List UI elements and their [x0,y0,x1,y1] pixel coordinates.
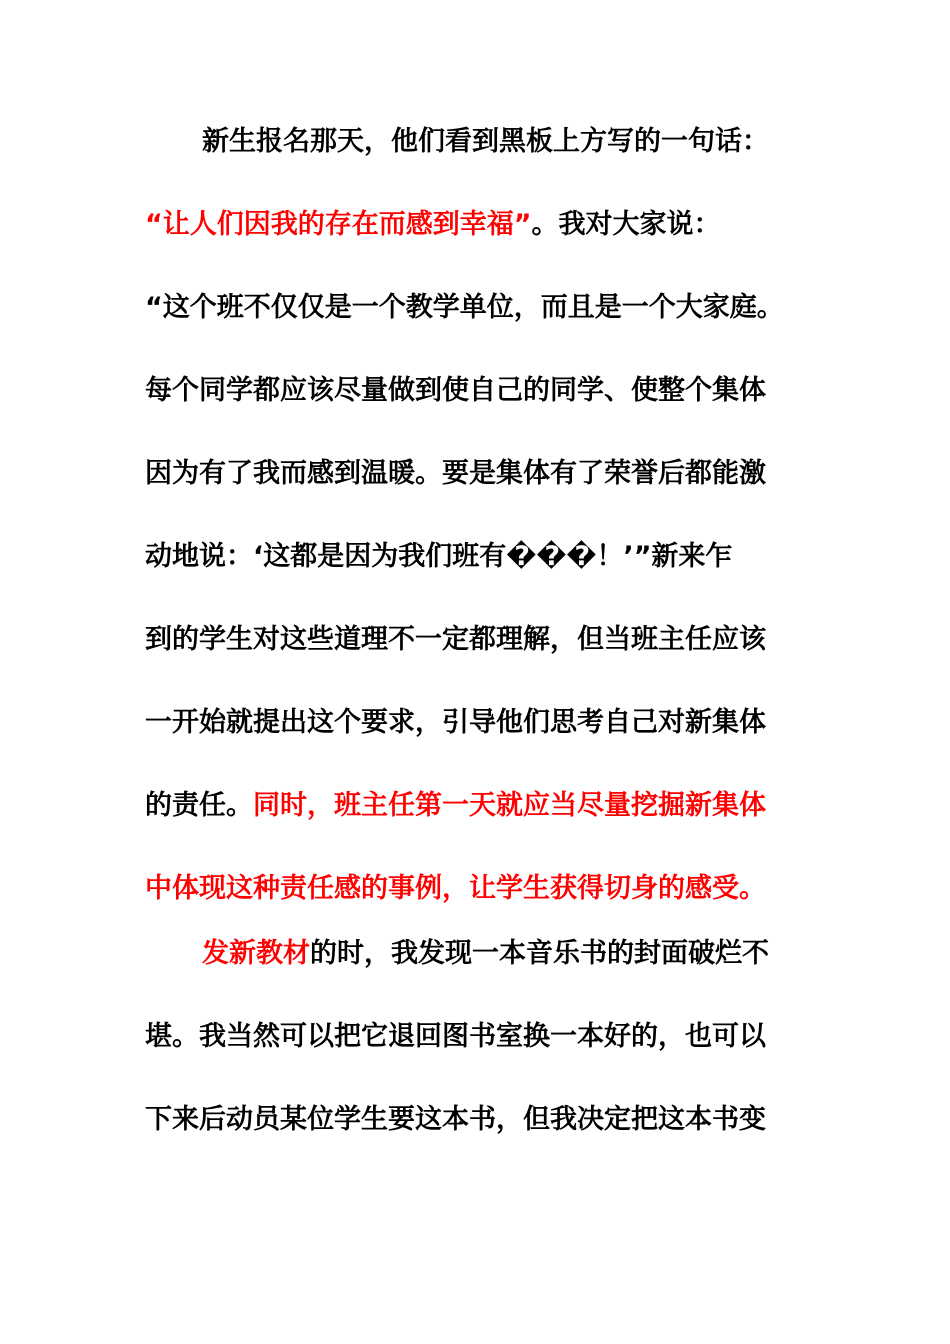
highlighted-text: 发新教材 [202,938,310,969]
text-segment: 每个同学都应该尽量做到使自己的同学、使整个集体 [145,375,766,406]
text-line [145,454,766,494]
text-segment: 的责任。 [145,790,253,821]
text-segment: 因为有了我而感到温暖。要是集体有了荣誉后都能激 [145,458,766,489]
text-line [202,934,769,974]
text-line [145,537,732,577]
text-line [145,288,784,328]
highlighted-quote: “让人们因我的存在而感到幸福” [145,209,532,240]
text-segment: 动地说：‘这都是因为我们班有���！’”新来乍 [145,541,733,572]
text-segment: 堪。我当然可以把它退回图书室换一本好的，也可以 [145,1021,766,1052]
text-segment: “这个班不仅仅是一个教学单位，而且是一个大家庭。 [145,292,784,323]
text-segment: 下来后动员某位学生要这本书，但我决定把这本书变 [145,1104,766,1135]
text-line [145,205,721,245]
text-segment: 新生报名那天，他们看到黑板上方写的一句话： [202,126,769,157]
text-segment: 。我对大家说： [531,209,721,240]
text-segment: 的时，我发现一本音乐书的封面破烂不 [310,938,769,969]
text-line [202,122,769,162]
highlighted-text: 同时，班主任第一天就应当尽量挖掘新集体 [253,790,766,821]
text-line [145,371,766,411]
text-line [145,1100,766,1140]
text-line [145,620,766,660]
text-segment: 一开始就提出这个要求，引导他们思考自己对新集体 [145,707,766,738]
text-line [145,786,766,826]
text-line [145,703,766,743]
text-segment: 到的学生对这些道理不一定都理解，但当班主任应该 [145,624,766,655]
text-line [145,1017,766,1057]
text-line [145,869,766,909]
highlighted-text: 中体现这种责任感的事例，让学生获得切身的感受。 [145,873,766,904]
